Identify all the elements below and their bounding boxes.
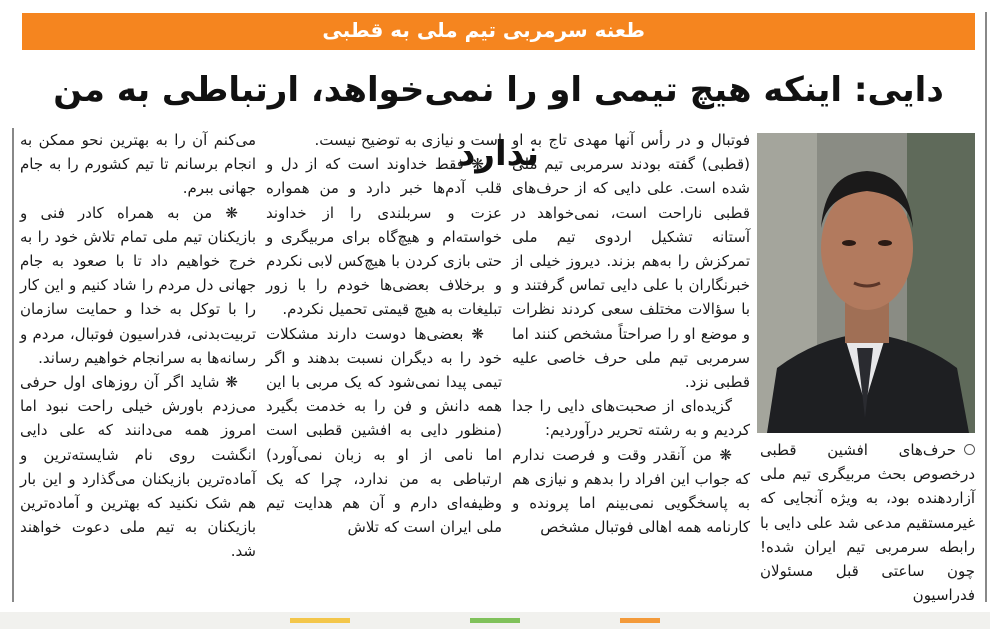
article-column-1 [512,128,750,539]
photo-caption [760,438,975,607]
headline: دایی: اینکه هیچ تیمی او را نمی‌خواهد، ارتباطی به من ندارد [53,70,944,174]
paragraph: فوتبال و در رأس آنها مهدی تاج به او (قطبی) گفته بودند سرمربی تیم ملی شده است. علی دایی که از حرف‌های قطبی ناراحت است، نمی‌خواهد در آستانه تشکیل اردوی تیم ملی تمرکزش را به‌هم بزند. دیروز خیلی از خبرنگاران با علی دایی تماس گرفتند و با سؤالات مختلف سعی کردند نظرات و موضع او را صراحتاً مشخص کنند اما سرمربی تیم ملی حرف خاصی علیه قطبی نزد. [512,131,750,392]
column-divider [985,12,987,602]
caption-text: حرف‌های افشین قطبی درخصوص بحث مربیگری تیم ملی آزاردهنده بود، به ویژه آنجایی که غیرمستقیم مدعی شد علی دایی با رابطه سرمربی تیم ایران شده! چون ساعتی قبل مسئولان فدراسیون [760,441,975,605]
photo-ali-daei [757,133,975,433]
paragraph: است و نیازی به توضیح نیست. [314,131,502,149]
paragraph: می‌کنم آن را به بهترین نحو ممکن به انجام برسانم تا تیم کشورم را به جام جهانی ببرم. [20,131,256,198]
article-column-3 [20,128,256,564]
paragraph: ❋ فقط خداوند است که از دل و قلب آدم‌ها خبر دارد و من همواره عزت و سربلندی را از خداوند خواسته‌ام و هیچ‌گاه برای مربیگری و حتی بازی کردن با هیچ‌کس لابی نکردم و برخلاف بعضی‌ها خودم را با زور تبلیغات به هیچ قیمتی تحمیل نکردم. [266,155,502,319]
column-divider [12,128,14,602]
decor-bar [620,618,660,623]
paragraph: گزیده‌ای از صحبت‌های دایی را جدا کردیم و به رشته تحریر درآوردیم: [512,397,750,440]
paragraph: ❋ من آنقدر وقت و فرصت ندارم که جواب این افراد را بدهم و نیازی هم به پاسخگویی نمی‌بینم اما پرونده و کارنامه همه اهالی فوتبال مشخص [512,445,750,537]
page-bottom-strip [0,612,990,629]
paragraph: ❋ شاید اگر آن روزهای اول حرفی می‌زدم باورش خیلی راحت نبود اما امروز همه می‌دانند که علی دایی انگشت روی نام شایسته‌ترین و آماده‌ترین بازیکنان می‌گذارد و این بار هم شک نکنید که بهترین و آماده‌ترین بازیکنان به تیم ملی دعوت خواهند شد. [20,373,256,561]
article-column-2 [266,128,502,539]
section-banner [22,13,975,50]
bullet-circle-icon [964,444,975,455]
kicker: طعنه سرمربی تیم ملی به قطبی [322,18,645,42]
decor-bar [470,618,520,623]
paragraph: ❋ بعضی‌ها دوست دارند مشکلات خود را به دیگران نسبت بدهند و اگر تیمی پیدا نمی‌شود که یک مربی با این همه دانش و فن را به خدمت بگیرد (منظور دایی به افشین قطبی است اما نامی از او به زبان نمی‌آورد) ارتباطی به من ندارد، چرا که یک وظیفه‌ای دارم و آن هم هدایت تیم ملی ایران است که تلاش [266,324,502,537]
paragraph: ❋ من به همراه کادر فنی و بازیکنان تیم ملی تمام تلاش خود را به خرج خواهیم داد تا با صعود به جام جهانی دل مردم را شاد کنیم و این کار را با توکل به خدا و حمایت سازمان تربیت‌بدنی، فدراسیون فوتبال، مردم و رسانه‌ها به سرانجام خواهیم رساند. [20,203,256,367]
decor-bar [290,618,350,623]
